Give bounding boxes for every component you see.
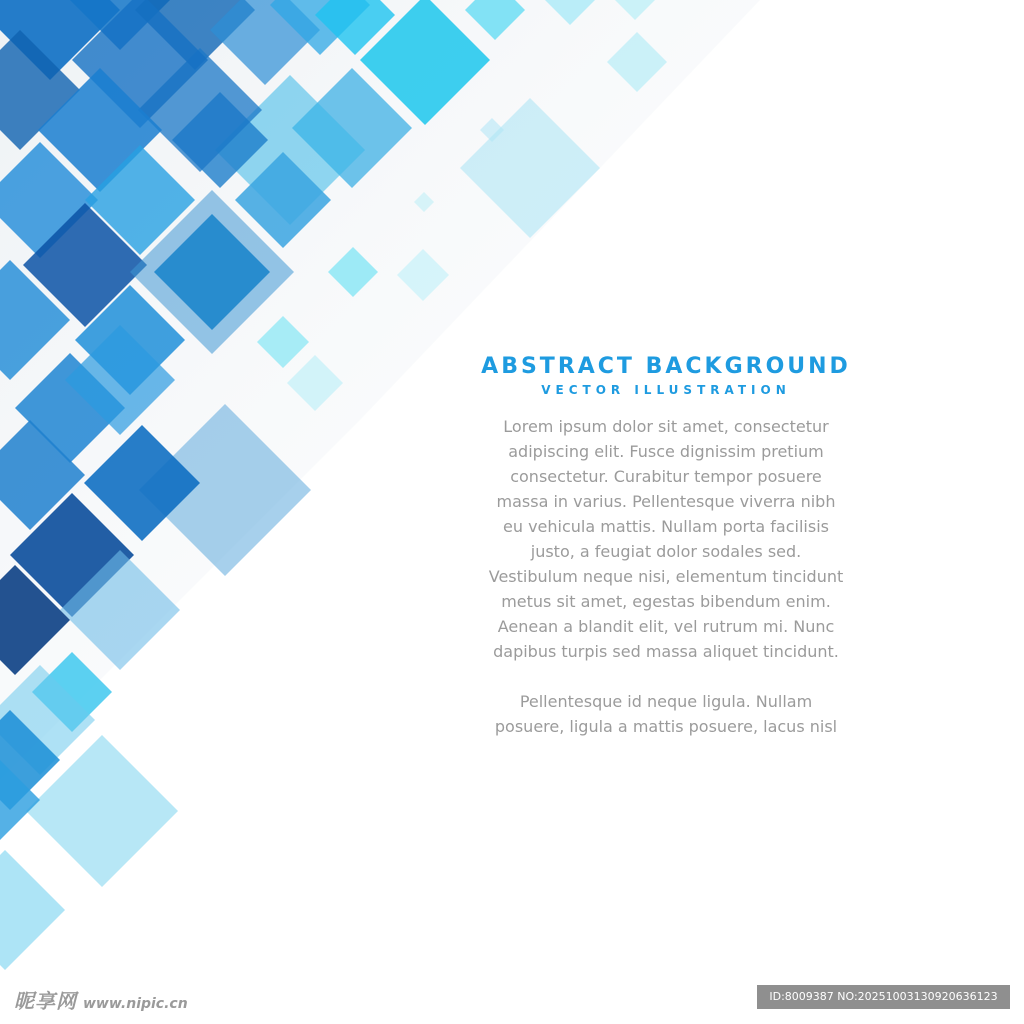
paragraph-line: adipiscing elit. Fusce dignissim pretium bbox=[508, 442, 824, 461]
watermark-logo-url: www.nipic.cn bbox=[83, 996, 188, 1012]
paragraph-line: Pellentesque id neque ligula. Nullam bbox=[519, 692, 813, 711]
paragraph-line: posuere, ligula a mattis posuere, lacus nisl bbox=[494, 717, 838, 736]
text-block bbox=[436, 352, 896, 739]
watermark-id-badge: ID:8009387 NO:20251003130920636123 bbox=[757, 985, 1010, 1009]
watermark-logo bbox=[14, 985, 188, 1014]
paragraph-line: Vestibulum neque nisi, elementum tincidunt bbox=[488, 567, 844, 586]
paragraph-line: Lorem ipsum dolor sit amet, consectetur bbox=[503, 417, 829, 436]
paragraph-line: massa in varius. Pellentesque viverra nibh bbox=[496, 492, 836, 511]
paragraph-line: Aenean a blandit elit, vel rutrum mi. Nunc bbox=[497, 617, 835, 636]
paragraph-1 bbox=[436, 414, 896, 664]
title: ABSTRACT BACKGROUND bbox=[481, 354, 851, 379]
subtitle: VECTOR ILLUSTRATION bbox=[541, 383, 791, 397]
paragraph-2 bbox=[436, 689, 896, 739]
watermark-logo-text: 昵享网 bbox=[14, 989, 77, 1013]
paragraph-line: dapibus turpis sed massa aliquet tincidunt. bbox=[493, 642, 839, 661]
decorative-square bbox=[0, 850, 65, 970]
paragraph-line: consectetur. Curabitur tempor posuere bbox=[510, 467, 822, 486]
paragraph-line: eu vehicula mattis. Nullam porta facilisis bbox=[503, 517, 829, 536]
paragraph-line: metus sit amet, egestas bibendum enim. bbox=[501, 592, 831, 611]
paragraph-line: justo, a feugiat dolor sodales sed. bbox=[530, 542, 802, 561]
